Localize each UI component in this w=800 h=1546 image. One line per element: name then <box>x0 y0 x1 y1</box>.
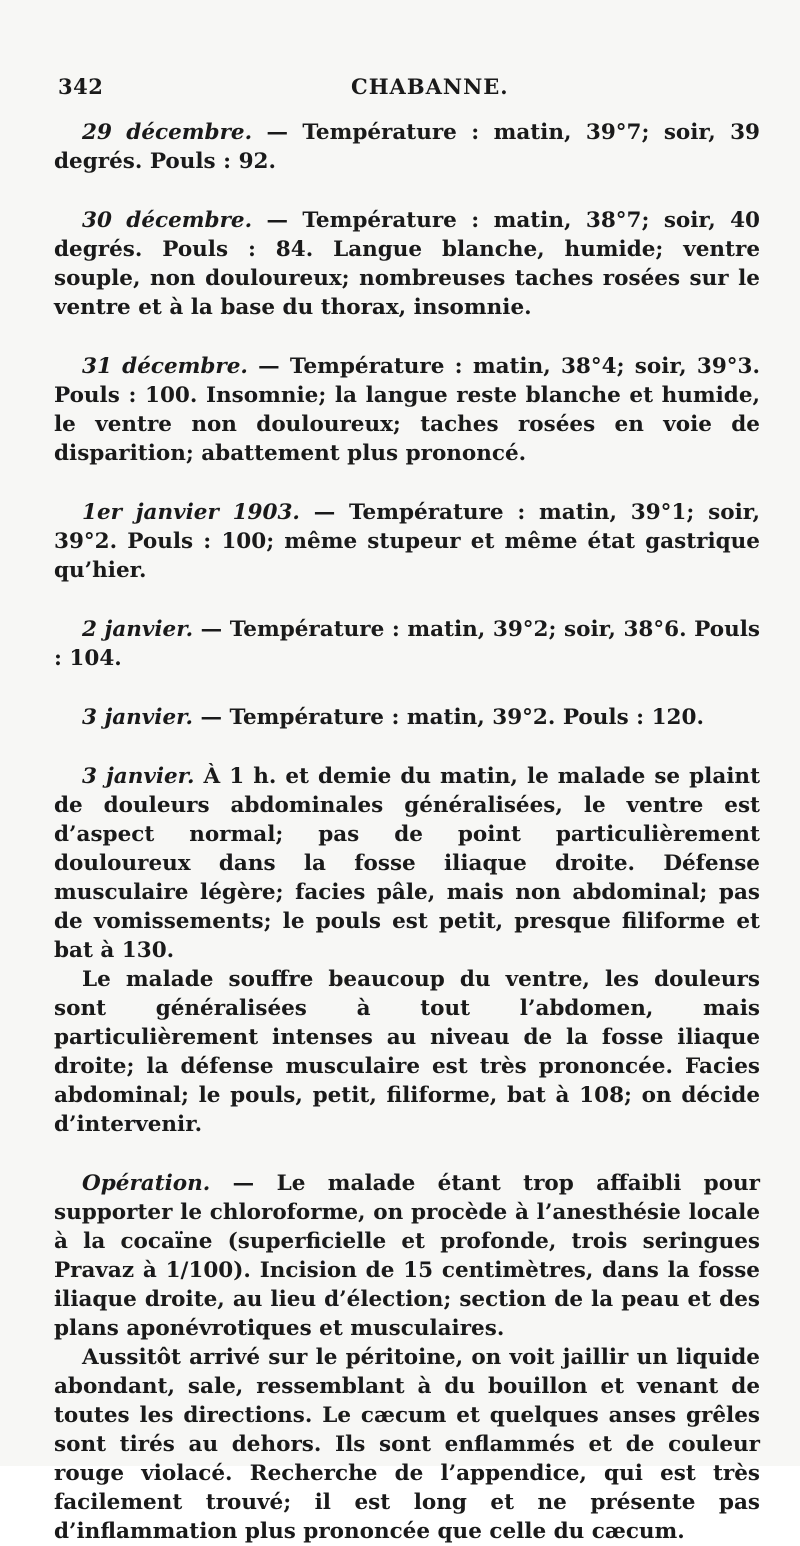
entry-date: 3 janvier. <box>82 764 195 789</box>
entry-date: 1er janvier 1903. <box>82 500 300 525</box>
entry-date: 31 décembre. <box>82 354 248 379</box>
entry-date: Opération. <box>82 1171 211 1196</box>
entry-date: 30 décembre. <box>82 208 253 233</box>
entry-text: — Température : matin, 39°7; soir, 39 degrés. Pouls : 92. <box>54 120 760 174</box>
entry-jan-3 <box>54 703 760 732</box>
entry-text: — Le malade étant trop affaibli pour supporter le chloroforme, on procède à l’anesthésie locale à la cocaïne (superficielle et profonde, trois seringues Pravaz à 1/100). Incision de 15 centimètres, dans la fosse iliaque droite, au lieu d’élection; section de la peau et des plans aponévrotiques et musculaires. <box>54 1171 760 1341</box>
entry-date: 3 janvier. <box>82 705 193 730</box>
entry-operation-continuation: Aussitôt arrivé sur le péritoine, on voit jaillir un liquide abondant, sale, ressemblant à du bouillon et venant de toutes les directions. Le cæcum et quelques anses grêles sont tirés au dehors. Ils sont enflammés et de couleur rouge violacé. Recherche de l’appendice, qui est très facilement trouvé; il est long et ne présente pas d’inflammation plus prononcée que celle du cæcum. <box>54 1345 760 1544</box>
page-header <box>58 74 758 108</box>
entry-jan-3-night-continuation: Le malade souffre beaucoup du ventre, les douleurs sont généralisées à tout l’abdomen, mais particulièrement intenses au niveau de la fosse iliaque droite; la défense musculaire est très prononcée. Facies abdominal; le pouls, petit, filiforme, bat à 108; on décide d’intervenir. <box>54 967 760 1137</box>
entry-text: À 1 h. et demie du matin, le malade se plaint de douleurs abdominales généralisées, le ventre est d’aspect normal; pas de point particulièrement douloureux dans la fosse iliaque droite. Défense musculaire légère; facies pâle, mais non abdominal; pas de vomissements; le pouls est petit, presque filiforme et bat à 130. <box>54 764 760 963</box>
running-head: CHABANNE. <box>351 74 509 99</box>
entry-dec-29 <box>54 118 760 176</box>
entry-text: — Température : matin, 38°4; soir, 39°3. Pouls : 100. Insomnie; la langue reste blanche et humide, le ventre non douloureux; taches rosées en voie de disparition; abattement plus prononcé. <box>54 354 760 466</box>
entry-jan-2 <box>54 615 760 673</box>
entry-dec-31 <box>54 352 760 468</box>
entry-dec-30 <box>54 206 760 322</box>
entry-date: 2 janvier. <box>82 617 194 642</box>
entry-text: — Température : matin, 39°2. Pouls : 120. <box>200 705 704 730</box>
entry-jan-3-night <box>54 762 760 965</box>
entry-date: 29 décembre. <box>82 120 253 145</box>
entry-text: — Température : matin, 39°2; soir, 38°6. Pouls : 104. <box>54 617 760 671</box>
entry-text: — Température : matin, 39°1; soir, 39°2. Pouls : 100; même stupeur et même état gastrique qu’hier. <box>54 500 760 583</box>
entry-jan-1 <box>54 498 760 585</box>
page-number: 342 <box>58 74 104 99</box>
page-body <box>54 118 760 1546</box>
entry-operation <box>54 1169 760 1343</box>
entry-text: — Température : matin, 38°7; soir, 40 degrés. Pouls : 84. Langue blanche, humide; ventre souple, non douloureux; nombreuses taches rosées sur le ventre et à la base du thorax, insomnie. <box>54 208 760 320</box>
